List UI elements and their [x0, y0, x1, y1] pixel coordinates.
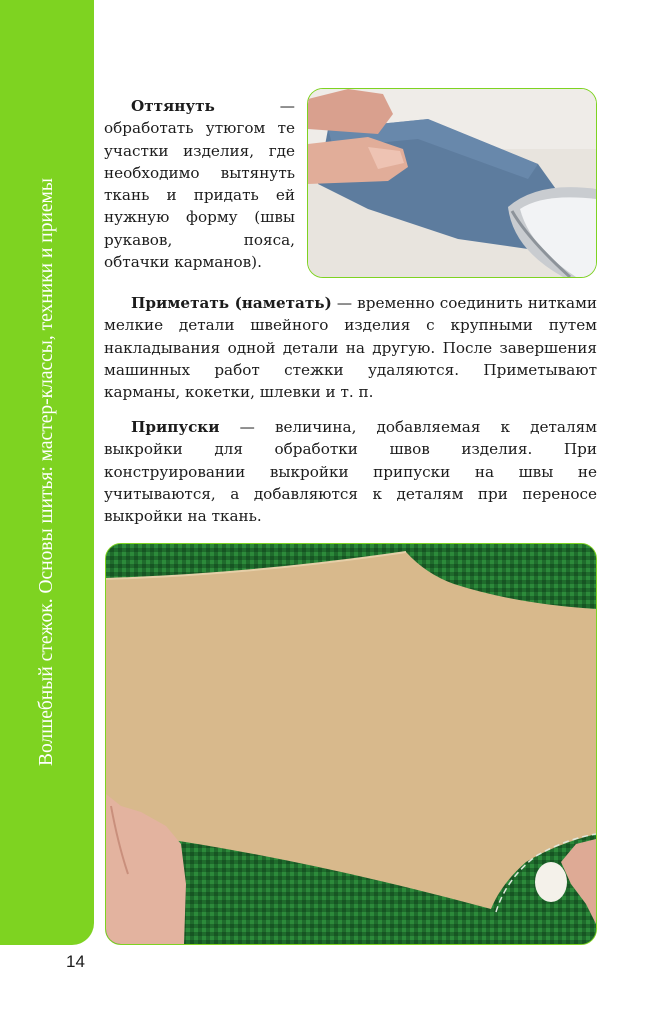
definition-pripuski: [104, 416, 597, 527]
page-number: 14: [66, 952, 85, 971]
definition-text: — обработать утюгом те участки изделия, где необходимо вытянуть ткань и придать ей нужную форму (швы рукавов, пояса, обтачки карманов).: [104, 97, 295, 272]
definition-text: — временно соединить нитками мелкие детали швейного изделия с крупными путем накладывания одной детали на другую. После завершения машинных работ стежки удаляются. Приметывают карманы, кокетки, шлевки и т. п.: [104, 294, 597, 402]
running-title: Волшебный стежок. Основы шитья: мастер-классы, техники и приемы: [36, 177, 57, 767]
pattern-on-fabric-photo: [105, 543, 597, 945]
chapter-side-band: [0, 0, 94, 945]
term: Приметать (наметать): [131, 294, 332, 312]
ironing-photo: [307, 88, 597, 278]
term: Припуски: [131, 418, 220, 436]
definition-text: — величина, добавляемая к деталям выкройки для обработки швов изделия. При конструировании выкройки припуски на швы не учитываются, а добавляются к деталям при переносе выкройки на ткань.: [104, 418, 597, 526]
definition-ottyanut: [104, 95, 295, 273]
term: Оттянуть: [131, 97, 215, 115]
definition-primetat: [104, 292, 597, 403]
